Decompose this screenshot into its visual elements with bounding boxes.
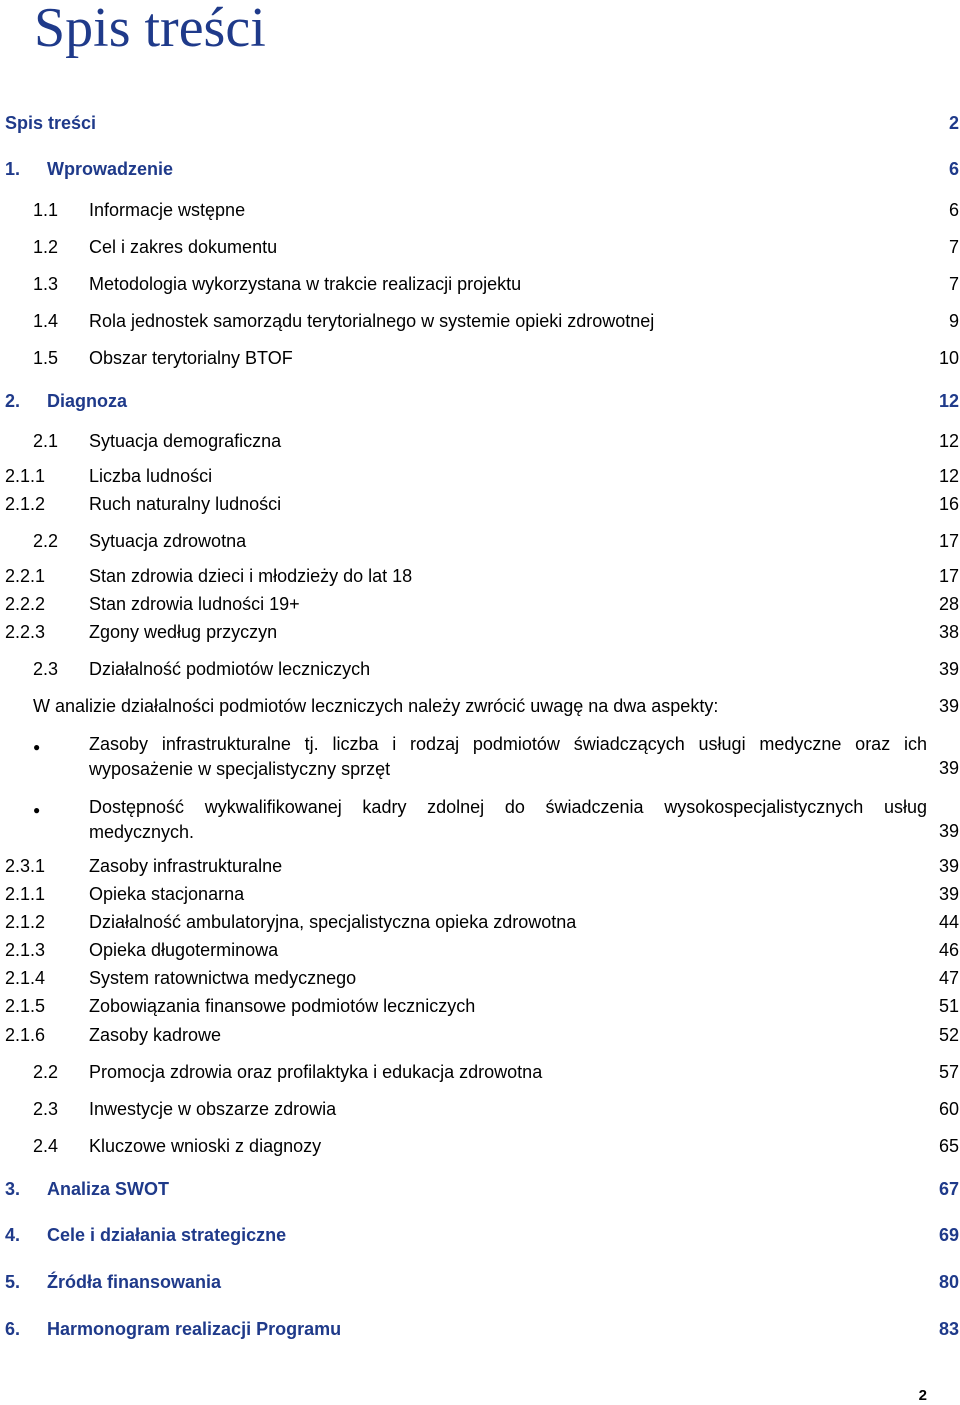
toc-entry-label: Zasoby infrastrukturalne [89, 856, 283, 876]
toc-entry-label: Obszar terytorialny BTOF [89, 348, 293, 368]
toc-entry-number: 6. [5, 1319, 21, 1339]
toc-entry-page: 83 [938, 1319, 959, 1339]
toc-entry-number: 2.1.5 [5, 996, 46, 1016]
toc-entry-number: 2. [5, 391, 21, 411]
toc-entry-label: Stan zdrowia dzieci i młodzieży do lat 18 [89, 566, 413, 586]
toc-entry-label: Cele i działania strategiczne [47, 1225, 287, 1245]
toc-entry-number: 1.1 [33, 200, 59, 220]
toc-entry-page: 12 [938, 431, 959, 451]
toc-entry-number: 5. [5, 1272, 21, 1292]
toc-entry-label: Opieka długoterminowa [89, 940, 279, 960]
toc-entry-page: 39 [938, 758, 959, 778]
toc-entry-page: 10 [938, 348, 959, 368]
toc-entry-page: 67 [938, 1179, 959, 1199]
page-title: Spis treści [34, 0, 266, 59]
toc-entry-page: 39 [938, 696, 959, 716]
toc-entry-number: 2.2.3 [5, 622, 46, 642]
toc-entry-page: 6 [948, 200, 959, 220]
toc-entry-label: Źródła finansowania [47, 1272, 222, 1292]
toc-entry-page: 69 [938, 1225, 959, 1245]
toc-entry-number: 2.1.2 [5, 494, 46, 514]
toc-entry-label: Rola jednostek samorządu terytorialnego w systemie opieki zdrowotnej [89, 311, 655, 331]
toc-entry-number: 3. [5, 1179, 21, 1199]
toc-entry-page: 52 [938, 1025, 959, 1045]
toc-entry-page: 7 [948, 237, 959, 257]
toc-entry-page: 39 [938, 821, 959, 841]
toc-entry-number: 2.1.1 [5, 884, 46, 904]
toc-entry-page: 80 [938, 1272, 959, 1292]
toc-entry-page: 6 [948, 159, 959, 179]
toc-entry-label: Dostępność wykwalifikowanej kadry zdolnej do świadczenia wysokospecjalistycznych usług [89, 797, 927, 817]
toc-entry-number: 2.1.3 [5, 940, 46, 960]
toc-entry-page: 39 [938, 884, 959, 904]
toc-entry-label: Stan zdrowia ludności 19+ [89, 594, 300, 614]
toc-entry-label: Harmonogram realizacji Programu [47, 1319, 342, 1339]
toc-entry-page: 12 [938, 391, 959, 411]
toc-entry-number: 2.2.1 [5, 566, 46, 586]
toc-entry-label: Zasoby infrastrukturalne tj. liczba i rodzaj podmiotów świadczących usługi medyczne oraz ich [89, 734, 927, 754]
toc-entry-page: 51 [938, 996, 959, 1016]
toc-entry-page: 46 [938, 940, 959, 960]
toc-entry-label: Inwestycje w obszarze zdrowia [89, 1099, 337, 1119]
toc-entry-page: 47 [938, 968, 959, 988]
toc-entry-label: Zasoby kadrowe [89, 1025, 222, 1045]
toc-entry-number: 2.3 [33, 659, 59, 679]
toc-entry-number: 1. [5, 159, 21, 179]
toc-entry-number: 2.3.1 [5, 856, 46, 876]
toc-entry-page: 17 [938, 566, 959, 586]
toc-entry-number: 2.1.4 [5, 968, 46, 988]
bullet-icon: ● [33, 803, 41, 817]
toc-entry-page: 2 [948, 113, 959, 133]
toc-entry-label: Spis treści [5, 113, 97, 133]
toc-entry-label-continuation: wyposażenie w specjalistyczny sprzęt [89, 759, 391, 779]
toc-entry-label: Metodologia wykorzystana w trakcie realizacji projektu [89, 274, 522, 294]
toc-entry-number: 4. [5, 1225, 21, 1245]
toc-entry-label: System ratownictwa medycznego [89, 968, 357, 988]
toc-entry-label: Kluczowe wnioski z diagnozy [89, 1136, 322, 1156]
toc-entry-label: Informacje wstępne [89, 200, 246, 220]
toc-entry-page: 60 [938, 1099, 959, 1119]
bullet-icon: ● [33, 740, 41, 754]
toc-entry-number: 2.4 [33, 1136, 59, 1156]
page-number: 2 [918, 1387, 927, 1404]
toc-entry-number: 2.3 [33, 1099, 59, 1119]
toc-entry-page: 17 [938, 531, 959, 551]
toc-entry-label: Zobowiązania finansowe podmiotów leczniczych [89, 996, 476, 1016]
toc-entry-label: Analiza SWOT [47, 1179, 170, 1199]
toc-entry-number: 1.2 [33, 237, 59, 257]
toc-entry-number: 2.1.2 [5, 912, 46, 932]
toc-entry-page: 39 [938, 856, 959, 876]
toc-entry-label: Opieka stacjonarna [89, 884, 245, 904]
toc-entry-label: Działalność ambulatoryjna, specjalistyczna opieka zdrowotna [89, 912, 577, 932]
toc-entry-label: Sytuacja demograficzna [89, 431, 282, 451]
toc-entry-number: 2.2 [33, 531, 59, 551]
toc-entry-number: 1.3 [33, 274, 59, 294]
toc-entry-page: 44 [938, 912, 959, 932]
toc-entry-page: 65 [938, 1136, 959, 1156]
toc-entry-page: 28 [938, 594, 959, 614]
toc-entry-label: Wprowadzenie [47, 159, 174, 179]
toc-entry-label-continuation: medycznych. [89, 822, 195, 842]
toc-entry-page: 39 [938, 659, 959, 679]
toc-entry-number: 1.4 [33, 311, 59, 331]
toc-entry-label: W analizie działalności podmiotów leczniczych należy zwrócić uwagę na dwa aspekty: [33, 696, 719, 716]
toc-entry-label: Diagnoza [47, 391, 128, 411]
toc-entry-page: 12 [938, 466, 959, 486]
toc-entry-page: 38 [938, 622, 959, 642]
toc-entry-number: 2.1.1 [5, 466, 46, 486]
toc-entry-page: 57 [938, 1062, 959, 1082]
toc-entry-page: 16 [938, 494, 959, 514]
toc-entry-page: 7 [948, 274, 959, 294]
toc-entry-number: 2.1 [33, 431, 59, 451]
toc-entry-number: 1.5 [33, 348, 59, 368]
toc-entry-label: Liczba ludności [89, 466, 213, 486]
toc-entry-label: Działalność podmiotów leczniczych [89, 659, 371, 679]
toc-entry-label: Zgony według przyczyn [89, 622, 278, 642]
toc-entry-page: 9 [948, 311, 959, 331]
toc-entry-label: Promocja zdrowia oraz profilaktyka i edukacja zdrowotna [89, 1062, 543, 1082]
toc-entry-number: 2.2 [33, 1062, 59, 1082]
toc-entry-label: Ruch naturalny ludności [89, 494, 282, 514]
toc-entry-label: Cel i zakres dokumentu [89, 237, 278, 257]
toc-entry-number: 2.1.6 [5, 1025, 46, 1045]
toc-entry-number: 2.2.2 [5, 594, 46, 614]
toc-entry-label: Sytuacja zdrowotna [89, 531, 247, 551]
